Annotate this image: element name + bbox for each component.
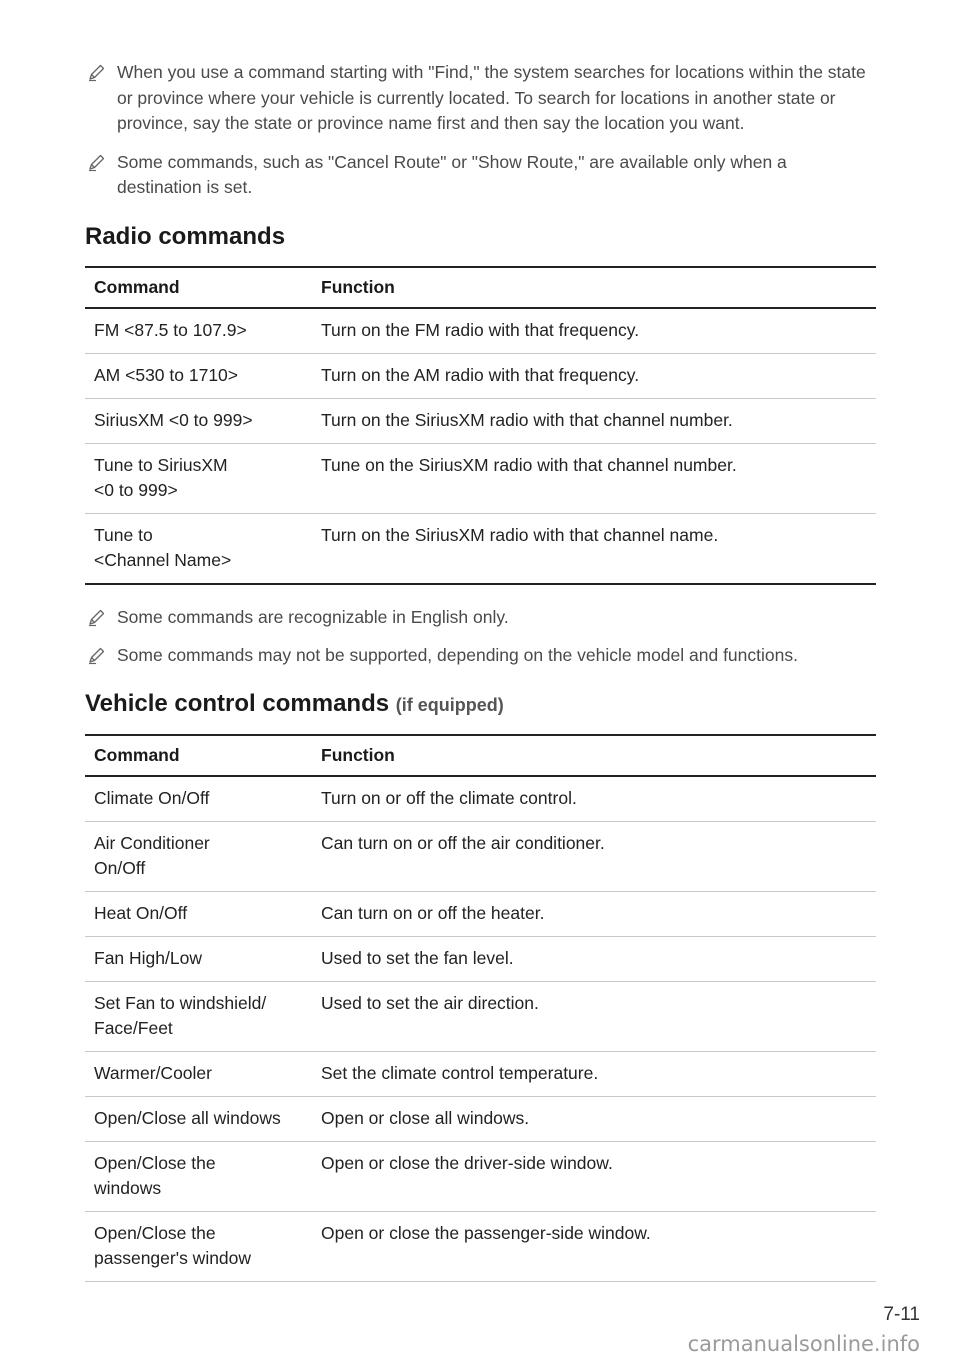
command-cell: SiriusXM <0 to 999> [85,398,312,443]
note-text: Some commands are recognizable in English only. [117,606,509,627]
table-row [85,1141,876,1211]
pencil-note-icon [87,62,107,82]
function-cell: Turn on or off the climate control. [312,776,876,822]
note-text: When you use a command starting with "Find," the system searches for locations within the state or province where your vehicle is currently located. To search for locations in another state or province, say the state or province name first and then say the location you want. [117,62,866,133]
page-number: 7-11 [883,1304,920,1325]
section-subtitle: (if equipped) [395,694,504,715]
pencil-note-icon [87,152,107,172]
table-row [85,1211,876,1281]
function-cell: Can turn on or off the air conditioner. [312,821,876,891]
radio-commands-table [85,266,876,585]
table-row [85,936,876,981]
command-cell: Open/Close the passenger's window [85,1211,312,1281]
note-text: Some commands, such as "Cancel Route" or "Show Route," are available only when a destination is set. [117,151,787,197]
command-cell: Tune to <Channel Name> [85,513,312,584]
table-header-row [85,267,876,308]
column-header-command: Command [85,267,312,308]
note-not-supported [85,643,876,669]
command-cell: Heat On/Off [85,891,312,936]
column-header-function: Function [312,735,876,776]
note-english-only [85,605,876,631]
command-cell: Open/Close the windows [85,1141,312,1211]
command-cell: Climate On/Off [85,776,312,822]
command-cell: Fan High/Low [85,936,312,981]
function-cell: Open or close the passenger-side window. [312,1211,876,1281]
function-cell: Open or close all windows. [312,1096,876,1141]
table-row [85,821,876,891]
table-row [85,513,876,584]
section-title-radio: Radio commands [85,222,286,250]
command-cell: Warmer/Cooler [85,1051,312,1096]
vehicle-control-commands-table [85,734,876,1282]
note-find-command [85,60,876,137]
command-cell: Air Conditioner On/Off [85,821,312,891]
note-route-commands [85,150,876,201]
function-cell: Set the climate control temperature. [312,1051,876,1096]
command-cell: Tune to SiriusXM <0 to 999> [85,443,312,513]
column-header-function: Function [312,267,876,308]
section-title-vehicle-control: Vehicle control commands (if equipped) [85,689,504,717]
function-cell: Used to set the air direction. [312,981,876,1051]
command-cell: Set Fan to windshield/ Face/Feet [85,981,312,1051]
function-cell: Turn on the FM radio with that frequency. [312,308,876,354]
command-cell: Open/Close all windows [85,1096,312,1141]
command-cell: AM <530 to 1710> [85,353,312,398]
function-cell: Turn on the SiriusXM radio with that channel number. [312,398,876,443]
function-cell: Used to set the fan level. [312,936,876,981]
function-cell: Turn on the SiriusXM radio with that channel name. [312,513,876,584]
note-text: Some commands may not be supported, depending on the vehicle model and functions. [117,645,798,665]
pencil-note-icon [87,607,107,627]
function-cell: Can turn on or off the heater. [312,891,876,936]
table-row [85,353,876,398]
table-row [85,891,876,936]
pencil-note-icon [87,645,107,665]
watermark: carmanualsonline.info [687,1332,920,1356]
table-row [85,443,876,513]
function-cell: Tune on the SiriusXM radio with that channel number. [312,443,876,513]
table-header-row [85,735,876,776]
table-row [85,308,876,354]
command-cell: FM <87.5 to 107.9> [85,308,312,354]
function-cell: Turn on the AM radio with that frequency. [312,353,876,398]
table-row [85,981,876,1051]
table-row [85,1051,876,1096]
column-header-command: Command [85,735,312,776]
table-row [85,776,876,822]
table-row [85,398,876,443]
function-cell: Open or close the driver-side window. [312,1141,876,1211]
table-row [85,1096,876,1141]
manual-page [85,60,876,1282]
